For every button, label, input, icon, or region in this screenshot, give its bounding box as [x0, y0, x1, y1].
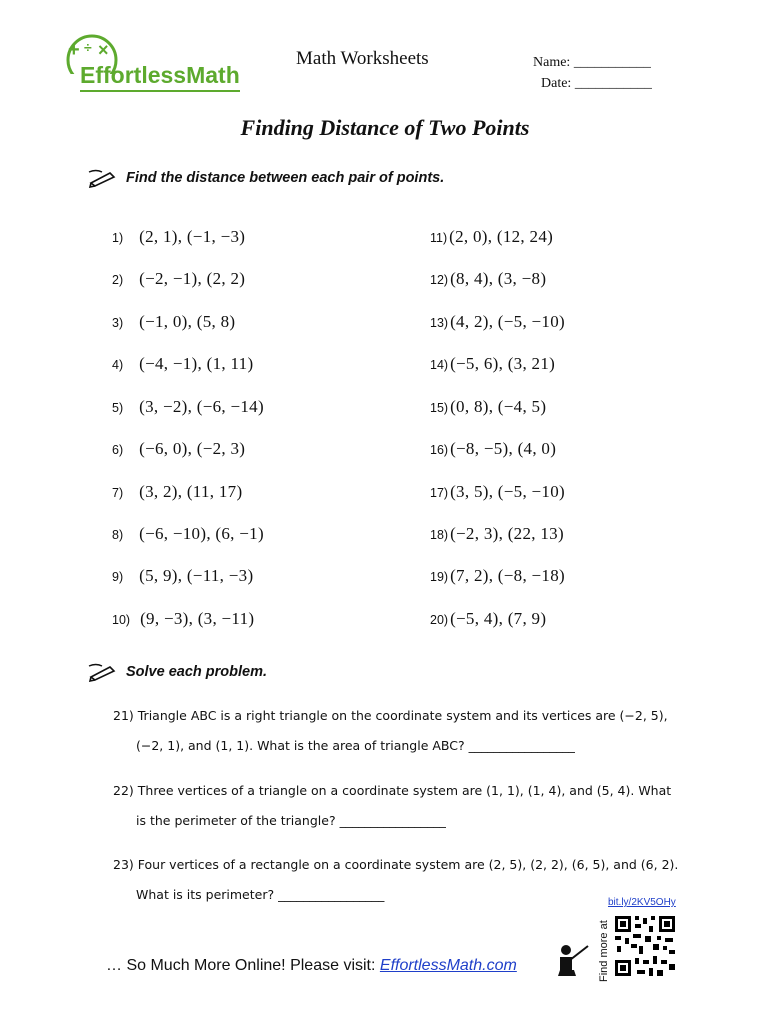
footer-link[interactable]: EffortlessMath.com — [379, 957, 517, 974]
item-points: (−5, 6), (3, 21) — [450, 354, 556, 373]
list-item — [430, 609, 546, 629]
name-field[interactable]: Name: ___________ — [533, 55, 651, 70]
item-number: 13) — [430, 316, 449, 330]
item-points: (−2, −1), (2, 2) — [139, 269, 246, 288]
list-item — [430, 227, 553, 247]
list-item — [112, 482, 242, 502]
item-number: 1) — [112, 231, 124, 245]
item-number: 11) — [430, 231, 448, 245]
item-number: 18) — [430, 528, 449, 542]
problem-22-line2: is the perimeter of the triangle? _________________ — [136, 813, 446, 828]
list-item — [112, 397, 264, 417]
item-number: 7) — [112, 486, 124, 500]
logo — [62, 34, 247, 92]
qr-code-icon — [613, 914, 677, 978]
item-points: (−6, −10), (6, −1) — [139, 524, 264, 543]
item-number: 9) — [112, 570, 124, 584]
instruction-1 — [88, 168, 444, 188]
item-points: (8, 4), (3, −8) — [450, 269, 547, 288]
item-points: (2, 1), (−1, −3) — [139, 227, 246, 246]
item-number: 12) — [430, 273, 449, 287]
list-item — [430, 439, 556, 459]
list-item — [112, 354, 253, 374]
list-item — [112, 439, 245, 459]
item-points: (9, −3), (3, −11) — [140, 609, 255, 628]
item-points: (−5, 4), (7, 9) — [450, 609, 547, 628]
list-item — [430, 397, 546, 417]
problem-23-line2: What is its perimeter? _________________ — [136, 887, 385, 902]
list-item — [112, 566, 253, 586]
list-item — [112, 312, 235, 332]
item-number: 5) — [112, 401, 124, 415]
item-number: 3) — [112, 316, 124, 330]
item-points: (−6, 0), (−2, 3) — [139, 439, 246, 458]
svg-text:+: + — [68, 39, 80, 61]
item-number: 4) — [112, 358, 124, 372]
instruction-text: Solve each problem. — [126, 664, 268, 680]
list-item — [430, 524, 564, 544]
item-number: 6) — [112, 443, 124, 457]
instruction-2 — [88, 662, 267, 682]
item-number: 15) — [430, 401, 449, 415]
pencil-icon — [88, 168, 118, 188]
item-points: (4, 2), (−5, −10) — [450, 312, 565, 331]
problem-23-line1: 23) Four vertices of a rectangle on a coordinate system are (2, 5), (2, 2), (6, 5), and (6, 2). — [113, 857, 679, 872]
bitly-link[interactable]: bit.ly/2KV5OHy — [608, 897, 676, 908]
list-item — [430, 566, 565, 586]
svg-text:÷: ÷ — [84, 39, 92, 55]
teacher-icon — [554, 940, 594, 980]
item-points: (−8, −5), (4, 0) — [450, 439, 557, 458]
logo-underline — [80, 90, 240, 92]
item-points: (−4, −1), (1, 11) — [139, 354, 254, 373]
problem-21-line2: (−2, 1), and (1, 1). What is the area of triangle ABC? _________________ — [136, 738, 575, 753]
item-points: (7, 2), (−8, −18) — [450, 566, 565, 585]
list-item — [430, 312, 565, 332]
list-item — [430, 269, 546, 289]
svg-text:×: × — [98, 40, 109, 60]
item-number: 2) — [112, 273, 124, 287]
item-number: 17) — [430, 486, 449, 500]
date-field[interactable]: Date: ___________ — [541, 76, 652, 91]
item-points: (3, 2), (11, 17) — [139, 482, 243, 501]
item-number: 20) — [430, 613, 449, 627]
list-item — [430, 354, 555, 374]
list-item — [112, 269, 245, 289]
instruction-text: Find the distance between each pair of points. — [126, 170, 445, 186]
item-number: 19) — [430, 570, 449, 584]
header-title: Math Worksheets — [296, 48, 429, 69]
item-points: (−1, 0), (5, 8) — [139, 312, 236, 331]
footer-message: … So Much More Online! Please visit: — [106, 957, 380, 974]
logo-text: EffortlessMath — [80, 62, 240, 88]
list-item — [112, 227, 245, 247]
footer-text — [106, 957, 517, 975]
item-points: (3, 5), (−5, −10) — [450, 482, 565, 501]
item-number: 8) — [112, 528, 124, 542]
problem-21-line1: 21) Triangle ABC is a right triangle on the coordinate system and its vertices are (−2, 5), — [113, 708, 668, 723]
problem-22-line1: 22) Three vertices of a triangle on a coordinate system are (1, 1), (1, 4), and (5, 4). What — [113, 783, 672, 798]
page-title: Finding Distance of Two Points — [240, 115, 530, 140]
list-item — [112, 524, 264, 544]
find-more-text: Find more at — [598, 920, 610, 982]
item-points: (3, −2), (−6, −14) — [139, 397, 264, 416]
item-points: (−2, 3), (22, 13) — [450, 524, 564, 543]
item-points: (0, 8), (−4, 5) — [450, 397, 547, 416]
list-item — [430, 482, 565, 502]
item-number: 10) — [112, 613, 131, 627]
pencil-icon — [88, 662, 118, 682]
item-points: (5, 9), (−11, −3) — [139, 566, 254, 585]
list-item — [112, 609, 254, 629]
item-points: (2, 0), (12, 24) — [449, 227, 554, 246]
item-number: 14) — [430, 358, 449, 372]
item-number: 16) — [430, 443, 449, 457]
